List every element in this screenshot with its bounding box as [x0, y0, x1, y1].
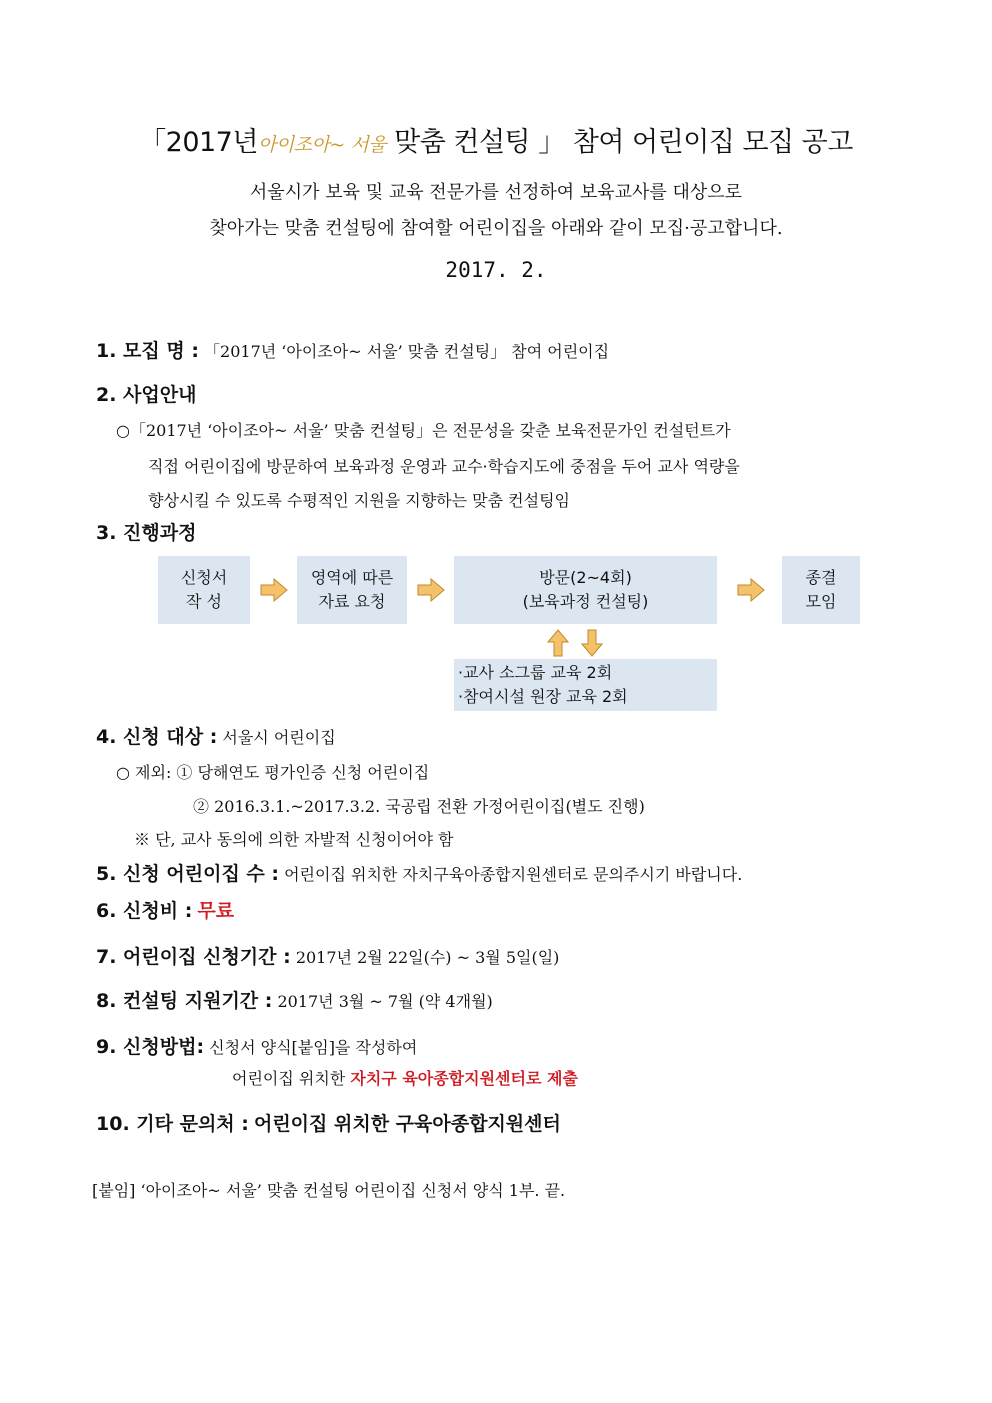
section-4-exclusion-1: ○ 제외: ① 당해연도 평가인증 신청 어린이집	[116, 763, 430, 782]
section-4	[96, 722, 336, 749]
section-1-heading: 1. 모집 명 :	[96, 340, 199, 362]
step-apply-line-1: 신청서	[180, 568, 228, 587]
section-10-heading: 10. 기타 문의처 :	[96, 1113, 249, 1135]
slogan-logo: 아이조아~ 서울	[257, 134, 387, 156]
title-rest: 맞춤 컨설팅 」 참여 어린이집 모집 공고	[394, 127, 853, 158]
intro-line-2: 찾아가는 맞춤 컨설팅에 참여할 어린이집을 아래와 같이 모집·공고합니다.	[209, 218, 783, 239]
step-request-line-1: 영역에 따른	[310, 568, 394, 587]
arrow-right-icon	[260, 578, 288, 602]
section-1	[96, 336, 609, 363]
step-request-line-2: 자료 요청	[318, 592, 386, 611]
page-title	[0, 120, 992, 159]
section-1-text: 「2017년 ‘아이조아~ 서울’ 맞춤 컨설팅」 참여 어린이집	[204, 342, 610, 361]
process-step-closing	[782, 556, 860, 624]
process-step-visit	[454, 556, 717, 624]
section-2-line-1: ○「2017년 ‘아이조아~ 서울’ 맞춤 컨설팅」은 전문성을 갖춘 보육전문가인 컨설턴트가	[116, 421, 731, 440]
section-6	[96, 896, 234, 923]
section-7-heading: 7. 어린이집 신청기간 :	[96, 946, 291, 968]
section-4-text: 서울시 어린이집	[222, 728, 336, 747]
process-sub-education	[454, 659, 717, 711]
process-step-apply	[158, 556, 250, 624]
section-9	[96, 1032, 417, 1059]
title-open: 「2017년	[139, 127, 258, 158]
section-2-line-2: 직접 어린이집에 방문하여 보육과정 운영과 교수·학습지도에 중점을 두어 교사 역량을	[148, 457, 740, 476]
section-3-heading: 3. 진행과정	[96, 522, 197, 544]
step-closing-line-2: 모임	[805, 592, 837, 611]
section-10	[96, 1109, 561, 1136]
arrow-up-icon	[547, 629, 569, 657]
section-9-submit-target: 자치구 육아종합지원센터로 제출	[350, 1069, 578, 1088]
sub-education-line-2: ·참여시설 원장 교육 2회	[458, 687, 628, 706]
arrow-right-icon	[417, 578, 445, 602]
section-2-line-3: 향상시킬 수 있도록 수평적인 지원을 지향하는 맞춤 컨설팅임	[148, 491, 571, 510]
step-closing-line-1: 종결	[805, 568, 837, 587]
process-step-request	[297, 556, 407, 624]
section-6-heading: 6. 신청비 :	[96, 900, 193, 922]
section-6-fee: 무료	[197, 900, 235, 922]
section-4-exclusion-2: ② 2016.3.1.~2017.3.2. 국공립 전환 가정어린이집(별도 진행)	[193, 797, 645, 816]
section-2-heading: 2. 사업안내	[96, 384, 197, 406]
section-10-text: 어린이집 위치한 구육아종합지원센터	[253, 1113, 561, 1135]
intro-line-1: 서울시가 보육 및 교육 전문가를 선정하여 보육교사를 대상으로	[249, 182, 743, 203]
sub-education-line-1: ·교사 소그룹 교육 2회	[458, 663, 613, 682]
step-visit-line-2: (보육과정 컨설팅)	[522, 592, 649, 611]
section-7	[96, 942, 559, 969]
section-5	[96, 859, 742, 886]
section-8	[96, 986, 493, 1013]
section-9-line-2-pre: 어린이집 위치한	[232, 1069, 346, 1088]
section-8-text: 2017년 3월 ~ 7월 (약 4개월)	[277, 992, 493, 1011]
section-4-note: ※ 단, 교사 동의에 의한 자발적 신청이어야 함	[134, 830, 454, 849]
section-9-line-2	[232, 1066, 578, 1089]
section-9-text: 신청서 양식[붙임]을 작성하여	[209, 1038, 418, 1057]
section-9-heading: 9. 신청방법:	[96, 1036, 205, 1058]
section-5-text: 어린이집 위치한 자치구육아종합지원센터로 문의주시기 바랍니다.	[284, 865, 743, 884]
section-8-heading: 8. 컨설팅 지원기간 :	[96, 990, 273, 1012]
section-5-heading: 5. 신청 어린이집 수 :	[96, 863, 279, 885]
section-4-heading: 4. 신청 대상 :	[96, 726, 218, 748]
arrow-down-icon	[581, 629, 603, 657]
attachment-note: [붙임] ‘아이조아~ 서울’ 맞춤 컨설팅 어린이집 신청서 양식 1부. 끝.	[92, 1181, 566, 1200]
step-apply-line-2: 작 성	[186, 592, 222, 611]
step-visit-line-1: 방문(2~4회)	[539, 568, 632, 587]
notice-date: 2017. 2.	[445, 258, 547, 282]
section-7-text: 2017년 2월 22일(수) ~ 3월 5일(일)	[295, 948, 560, 967]
arrow-right-icon	[737, 578, 765, 602]
